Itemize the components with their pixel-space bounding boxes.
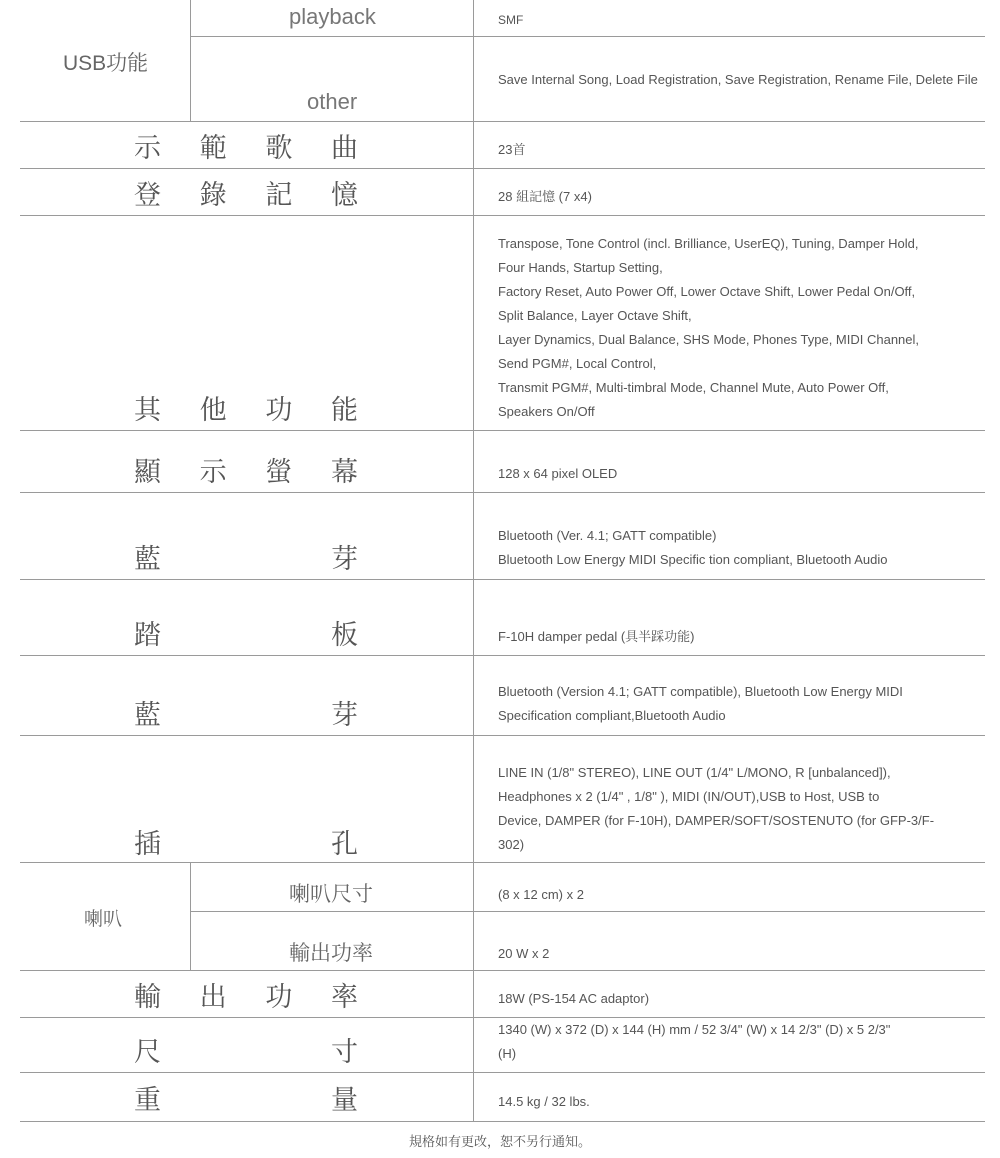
usb-other-label: other [307,89,358,114]
bluetooth-value: Bluetooth (Ver. 4.1; GATT compatible) Bluetooth Low Energy MIDI Specific tion compliant, Bluetooth Audio [498,528,888,567]
speaker-power-value: 20 W x 2 [498,946,550,961]
speaker-size-value: (8 x 12 cm) x 2 [498,887,584,902]
speaker-size-label: 喇叭尺寸 [289,883,373,906]
display-label: 顯 示 螢 幕 [134,457,358,487]
row-divider [20,735,985,736]
pedal-value: F-10H damper pedal (具半踩功能) [498,629,695,644]
speaker-power-label: 輸出功率 [289,942,373,965]
display-value: 128 x 64 pixel OLED [498,466,618,481]
dimensions-value: 1340 (W) x 372 (D) x 144 (H) mm / 52 3/4" (W) x 14 2/3" (D) x 5 2/3" (H) [498,1022,891,1061]
row-divider [190,36,985,37]
bluetooth-label: 藍 芽 [134,544,358,574]
usb-playback-label: playback [289,4,376,29]
column-divider-speaker [190,862,191,970]
bluetooth-label-2: 藍 芽 [134,700,358,730]
other-functions-value: Transpose, Tone Control (incl. Brilliance, UserEQ), Tuning, Damper Hold, Four Hands, Startup Setting, Factory Reset, Auto Power Off, Lower Octave Shift, Lower Pedal On/Off, Split Balance, Layer Octave Shift, Layer Dynamics, Dual Balance, SHS Mode, Phones Type, MIDI Channel, Send PGM#, Local Control, Transmit PGM#, Multi-timbral Mode, Channel Mute, Auto Power Off, Speakers On/Off [498,236,920,419]
row-divider [20,1072,985,1073]
bluetooth-value-2: Bluetooth (Version 4.1; GATT compatible), Bluetooth Low Energy MIDI Specification compliant,Bluetooth Audio [498,684,903,723]
column-divider-usb [190,0,191,121]
row-divider [20,121,985,122]
row-divider [20,1121,985,1122]
dimensions-label: 尺 寸 [134,1037,358,1067]
jacks-label: 插 孔 [134,829,358,859]
row-divider [20,215,985,216]
demo-songs-value: 23首 [498,142,526,157]
row-divider [20,579,985,580]
row-divider [190,911,985,912]
output-power-value: 18W (PS-154 AC adaptor) [498,991,650,1006]
footer-note: 規格如有更改，恕不另行通知。 [408,1134,591,1149]
row-divider [20,655,985,656]
weight-label: 重 量 [134,1085,358,1115]
pedal-label: 踏 板 [134,620,358,650]
row-divider [20,492,985,493]
other-functions-label: 其 他 功 能 [134,395,358,425]
row-divider [20,970,985,971]
usb-other-value: Save Internal Song, Load Registration, Save Registration, Rename File, Delete File [498,72,978,87]
speaker-label: 喇叭 [84,909,123,930]
registration-label: 登 錄 記 憶 [134,180,358,210]
usb-playback-value: SMF [498,13,524,27]
usb-label: USB功能 [63,52,149,75]
jacks-value: LINE IN (1/8" STEREO), LINE OUT (1/4" L/MONO, R [unbalanced]), Headphones x 2 (1/4" , 1/8" ), MIDI (IN/OUT),USB to Host, USB to Device, DAMPER (for F-10H), DAMPER/SOFT/SOSTENUTO (for GFP-3/F- 302) [498,765,935,852]
registration-value: 28 組記憶 (7 x4) [498,189,592,204]
row-divider [20,168,985,169]
demo-songs-label: 示 範 歌 曲 [134,133,358,163]
row-divider [20,430,985,431]
weight-value: 14.5 kg / 32 lbs. [498,1094,590,1109]
output-power-label: 輸 出 功 率 [134,982,358,1012]
row-divider [20,862,985,863]
